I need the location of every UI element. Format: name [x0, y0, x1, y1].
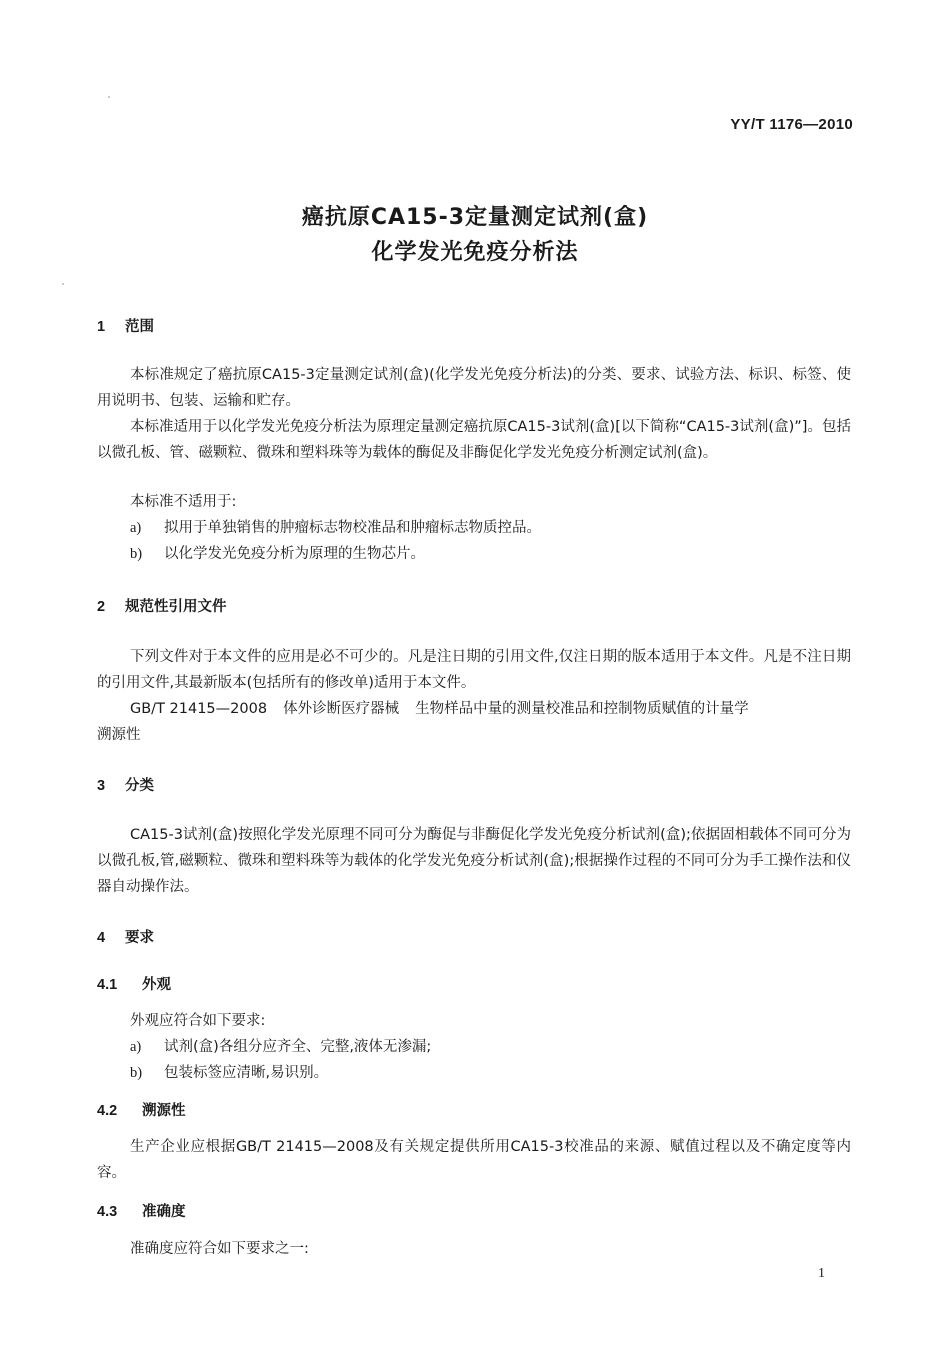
scan-speck	[62, 283, 64, 285]
reference-document-number: GB/T 21415—2008	[130, 701, 268, 717]
section-number: 4.1	[97, 977, 118, 993]
section-title: 分类	[125, 778, 154, 794]
section-4-1-heading	[97, 973, 171, 994]
section-number: 4.3	[97, 1204, 118, 1220]
section-1-paragraph-3: 本标准不适用于:	[130, 494, 237, 510]
list-item-text: 包装标签应清晰,易识别。	[164, 1065, 329, 1081]
scan-speck	[108, 96, 110, 98]
standard-code: YY/T 1176—2010	[730, 116, 853, 133]
section-title: 外观	[142, 977, 171, 993]
section-4-heading	[97, 926, 154, 947]
list-marker: a)	[130, 1039, 142, 1055]
list-marker: b)	[130, 1065, 143, 1081]
section-title: 范围	[125, 319, 154, 335]
section-2-heading	[97, 595, 227, 616]
section-title: 溯源性	[142, 1103, 186, 1119]
list-item-text: 拟用于单独销售的肿瘤标志物校准品和肿瘤标志物质控品。	[164, 520, 541, 536]
reference-title-continuation: 溯源性	[97, 727, 141, 743]
section-title: 规范性引用文件	[125, 599, 227, 615]
list-marker: a)	[130, 520, 142, 536]
normative-reference	[130, 696, 749, 722]
section-4-2-heading	[97, 1099, 186, 1120]
page-number: 1	[818, 1266, 825, 1281]
section-3-heading	[97, 774, 154, 795]
section-number: 4	[97, 930, 106, 946]
list-item	[130, 541, 425, 567]
document-title-line2: 化学发光免疫分析法	[371, 240, 579, 265]
section-3-paragraph-1: CA15-3试剂(盒)按照化学发光原理不同可分为酶促与非酶促化学发光免疫分析试剂(盒);依据固相载体不同可分为以微孔板,管,磁颗粒、微珠和塑料珠等为载体的化学发光免疫分析试剂(盒);根据操作过程的不同可分为手工操作法和仪器自动操作法。	[97, 827, 851, 895]
section-title: 准确度	[142, 1204, 186, 1220]
section-number: 2	[97, 599, 106, 615]
section-number: 1	[97, 319, 106, 335]
list-item	[130, 1060, 328, 1086]
section-number: 3	[97, 778, 106, 794]
section-4-1-paragraph-1: 外观应符合如下要求:	[130, 1013, 266, 1029]
list-item-text: 试剂(盒)各组分应齐全、完整,液体无渗漏;	[164, 1039, 432, 1055]
section-4-3-heading	[97, 1200, 186, 1221]
document-title-line1: 癌抗原CA15-3定量测定试剂(盒)	[301, 205, 649, 230]
section-1-paragraph-2: 本标准适用于以化学发光免疫分析法为原理定量测定癌抗原CA15-3试剂(盒)[以下简称“CA15-3试剂(盒)”]。包括以微孔板、管、磁颗粒、微珠和塑料珠等为载体的酶促及非酶促化学发光免疫分析测定试剂(盒)。	[97, 419, 851, 461]
reference-title-part: 生物样品中量的测量校准品和控制物质赋值的计量学	[415, 701, 749, 717]
list-item-text: 以化学发光免疫分析为原理的生物芯片。	[164, 546, 425, 562]
section-1-heading	[97, 315, 154, 336]
section-2-paragraph-1: 下列文件对于本文件的应用是必不可少的。凡是注日期的引用文件,仅注日期的版本适用于本文件。凡是不注日期的引用文件,其最新版本(包括所有的修改单)适用于本文件。	[97, 649, 851, 691]
section-number: 4.2	[97, 1103, 118, 1119]
list-item	[130, 515, 541, 541]
section-4-3-paragraph-1: 准确度应符合如下要求之一:	[130, 1241, 309, 1257]
section-title: 要求	[125, 930, 154, 946]
section-1-paragraph-1: 本标准规定了癌抗原CA15-3定量测定试剂(盒)(化学发光免疫分析法)的分类、要求、试验方法、标识、标签、使用说明书、包装、运输和贮存。	[97, 367, 851, 409]
list-marker: b)	[130, 546, 143, 562]
list-item	[130, 1034, 431, 1060]
section-4-2-paragraph-1: 生产企业应根据GB/T 21415—2008及有关规定提供所用CA15-3校准品的来源、赋值过程以及不确定度等内容。	[97, 1139, 851, 1181]
reference-title-part: 体外诊断医疗器械	[283, 701, 400, 717]
